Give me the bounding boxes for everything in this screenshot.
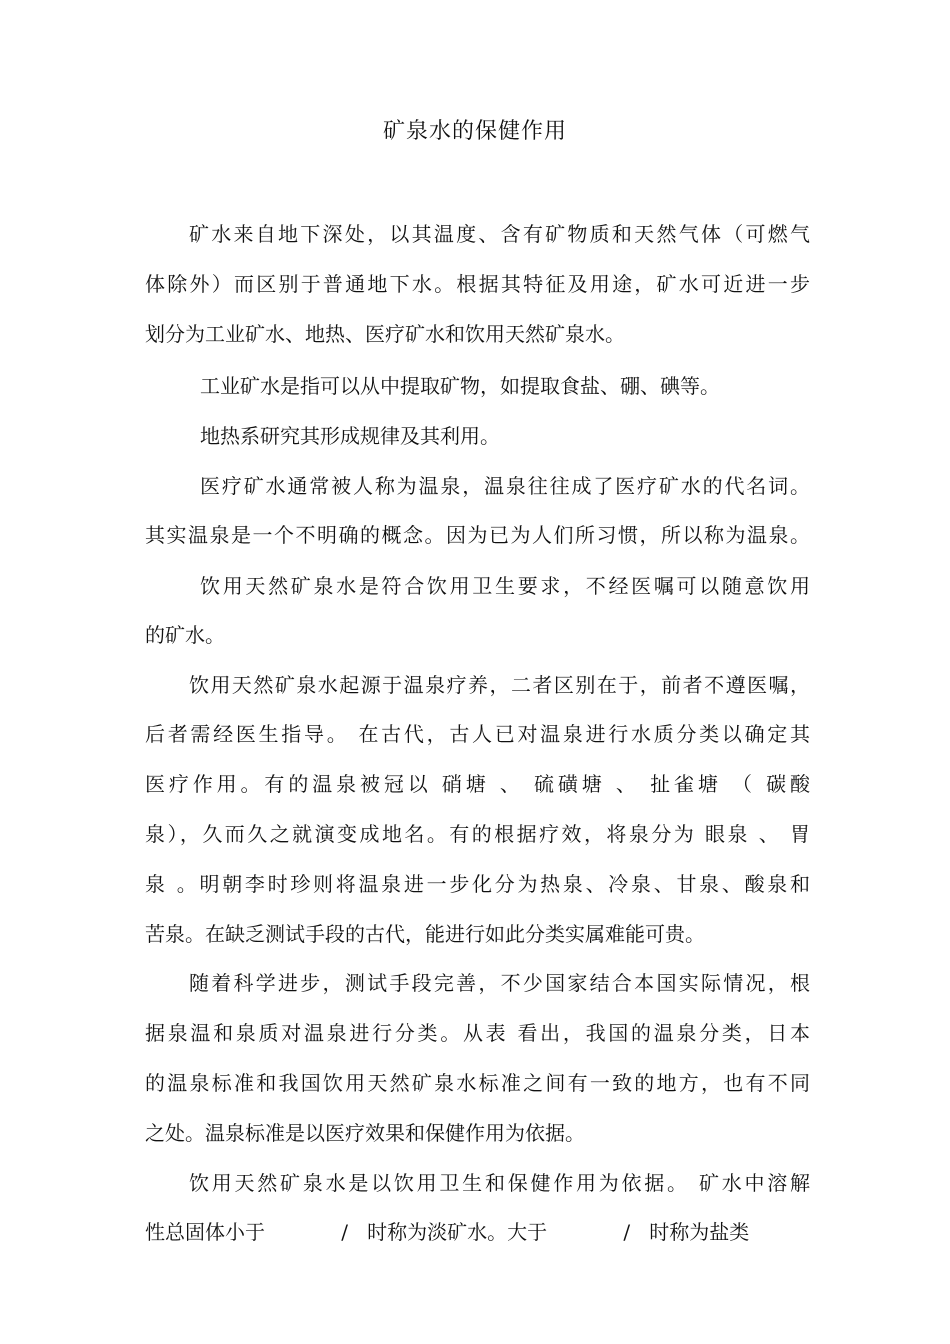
paragraph-line: 工业矿水是指可以从中提取矿物，如提取食盐、硼、碘等。 (200, 374, 720, 398)
paragraph-line: 医疗作用。有的温泉被冠以 硝塘 、 硫磺塘 、 扯雀塘 （ 碳酸 (145, 772, 810, 796)
paragraph-line: 其实温泉是一个不明确的概念。因为已为人们所习惯，所以称为温泉。 (145, 523, 810, 547)
paragraph-line: 饮用天然矿泉水是以饮用卫生和保健作用为依据。 矿水中溶解 (189, 1171, 810, 1195)
paragraph-line: 的温泉标准和我国饮用天然矿泉水标准之间有一致的地方，也有不同 (145, 1071, 810, 1095)
paragraph-line: 饮用天然矿泉水起源于温泉疗养，二者区别在于，前者不遵医嘱， (189, 673, 810, 697)
paragraph-line: 地热系研究其形成规律及其利用。 (200, 424, 500, 448)
paragraph-line: 泉 。明朝李时珍则将温泉进一步化分为热泉、冷泉、甘泉、酸泉和 (145, 872, 810, 896)
paragraph-line: 泉），久而久之就演变成地名。有的根据疗效，将泉分为 眼泉 、 胃 (145, 822, 810, 846)
paragraph-line: 据泉温和泉质对温泉进行分类。从表 看出，我国的温泉分类，日本 (145, 1021, 810, 1045)
paragraph-line: 随着科学进步，测试手段完善，不少国家结合本国实际情况，根 (189, 971, 810, 995)
paragraph-line: 苦泉。在缺乏测试手段的古代，能进行如此分类实属难能可贵。 (145, 922, 705, 946)
paragraph-line: 饮用天然矿泉水是符合饮用卫生要求，不经医嘱可以随意饮用 (200, 574, 810, 598)
paragraph-line: 划分为工业矿水、地热、医疗矿水和饮用天然矿泉水。 (145, 322, 625, 346)
paragraph-line: 性总固体小于 / 时称为淡矿水。大于 / 时称为盐类 (145, 1220, 750, 1244)
paragraph-line: 后者需经医生指导。 在古代，古人已对温泉进行水质分类以确定其 (145, 722, 810, 746)
paragraph-line: 医疗矿水通常被人称为温泉，温泉往往成了医疗矿水的代名词。 (200, 474, 810, 498)
paragraph-line: 体除外）而区别于普通地下水。根据其特征及用途，矿水可近进一步 (145, 272, 810, 296)
paragraph-line: 矿水来自地下深处，以其温度、含有矿物质和天然气体（可燃气 (189, 222, 810, 246)
paragraph-line: 之处。温泉标准是以医疗效果和保健作用为依据。 (145, 1121, 585, 1145)
document-title: 矿泉水的保健作用 (382, 119, 567, 144)
paragraph-line: 的矿水。 (145, 623, 225, 647)
